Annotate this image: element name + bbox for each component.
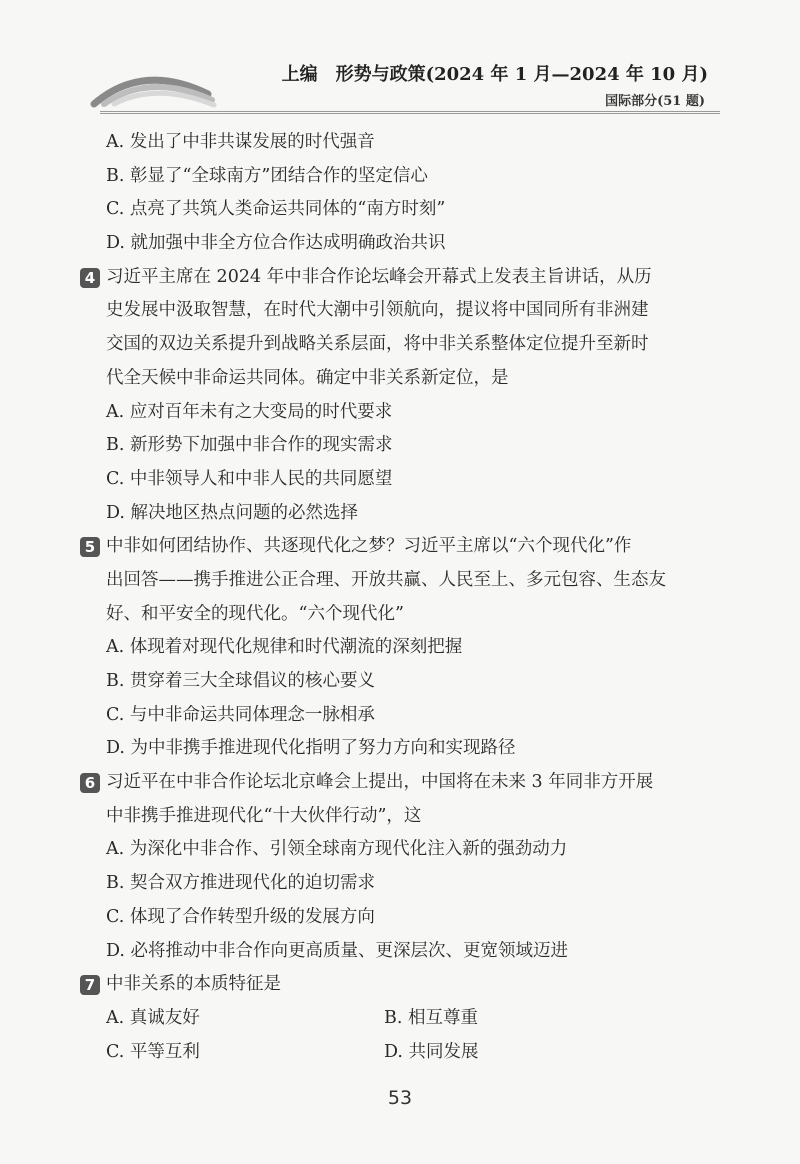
option-b: B. 彰显了“全球南方”团结合作的坚定信心 (106, 165, 428, 186)
header-title: 上编 形势与政策(2024 年 1 月—2024 年 10 月) (281, 64, 708, 85)
option-a: A. 体现着对现代化规律和时代潮流的深刻把握 (106, 637, 463, 658)
option-d: D. 必将推动中非合作向更高质量、更深层次、更宽领域迈进 (106, 940, 569, 961)
question-stem-line: 出回答——携手推进公正合理、开放共赢、人民至上、多元包容、生态友 (106, 569, 666, 590)
question-6 (78, 766, 728, 968)
header-subtitle: 国际部分(51 题) (605, 94, 705, 109)
option-c: C. 平等互利 (106, 1041, 200, 1062)
option-d: D. 共同发展 (384, 1041, 479, 1062)
question-stem-line: 代全天候中非命运共同体。确定中非关系新定位，是 (106, 367, 509, 388)
question-stem-line (78, 766, 728, 800)
options-row (78, 1002, 728, 1036)
decorative-arcs (88, 58, 228, 108)
option-c: C. 体现了合作转型升级的发展方向 (106, 906, 375, 927)
question-stem-text: 习近平主席在 2024 年中非合作论坛峰会开幕式上发表主旨讲话，从历 (106, 266, 652, 287)
question-stem-text: 习近平在中非合作论坛北京峰会上提出，中国将在未来 3 年同非方开展 (106, 772, 654, 793)
header-divider (100, 111, 720, 114)
page-number: 53 (387, 1087, 413, 1109)
question-stem-text: 中非关系的本质特征是 (106, 974, 281, 995)
question-5 (78, 530, 728, 766)
question-stem-line: 交国的双边关系提升到战略关系层面，将中非关系整体定位提升至新时 (106, 334, 649, 355)
option-a: A. 发出了中非共谋发展的时代强音 (106, 132, 375, 152)
question-stem-line (78, 968, 728, 1002)
option-b: B. 贯穿着三大全球倡议的核心要义 (106, 671, 375, 691)
option-d: D. 就加强中非全方位合作达成明确政治共识 (106, 233, 446, 254)
option-c: C. 点亮了共筑人类命运共同体的“南方时刻” (106, 199, 446, 220)
option-c: C. 与中非命运共同体理念一脉相承 (106, 704, 375, 725)
option-c: C. 中非领导人和中非人民的共同愿望 (106, 468, 393, 489)
option-a: A. 为深化中非合作、引领全球南方现代化注入新的强劲动力 (106, 839, 568, 860)
question-number-badge: 6 (80, 773, 100, 793)
question-stem-line: 中非携手推进现代化“十大伙伴行动”，这 (106, 805, 422, 826)
question-number-badge: 5 (80, 537, 100, 557)
question-stem-line: 史发展中汲取智慧，在时代大潮中引领航向，提议将中国同所有非洲建 (106, 300, 649, 321)
question-number-badge: 7 (80, 975, 100, 995)
option-a: A. 真诚友好 (106, 1007, 200, 1028)
question-stem-line (78, 530, 728, 564)
option-d: D. 为中非携手推进现代化指明了努力方向和实现路径 (106, 738, 516, 759)
question-content (78, 126, 728, 1069)
page-header (0, 0, 800, 120)
question-stem-line (78, 261, 728, 295)
question-stem-text: 中非如何团结协作、共逐现代化之梦？习近平主席以“六个现代化”作 (106, 536, 632, 557)
option-b: B. 相互尊重 (384, 1007, 478, 1028)
options-row (78, 1036, 728, 1070)
question-7 (78, 968, 728, 1069)
option-a: A. 应对百年未有之大变局的时代要求 (106, 401, 393, 422)
option-b: B. 契合双方推进现代化的迫切需求 (106, 873, 375, 894)
question-3-options (78, 126, 728, 261)
question-4 (78, 261, 728, 531)
question-stem-line: 好、和平安全的现代化。“六个现代化” (106, 603, 404, 624)
question-number-badge: 4 (80, 268, 100, 288)
option-d: D. 解决地区热点问题的必然选择 (106, 502, 359, 523)
option-b: B. 新形势下加强中非合作的现实需求 (106, 435, 393, 456)
